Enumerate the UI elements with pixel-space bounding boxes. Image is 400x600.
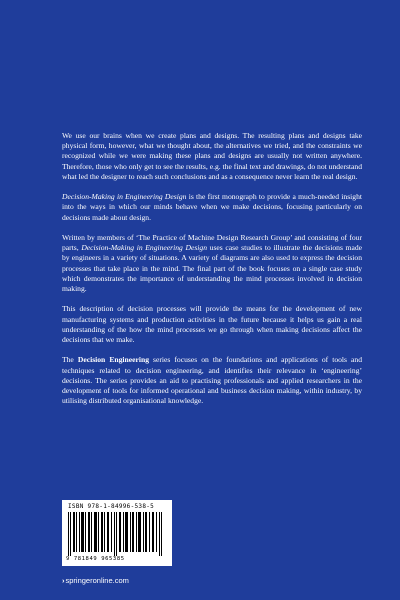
- blurb-paragraph-2: [62, 192, 362, 223]
- book-title: Decision-Making in Engineering Design: [62, 192, 187, 202]
- blurb-paragraph-3-text-b: uses case studies to illustrate the decisions made by engineers in a variety of situations. A variety of diagrams are also used to express the decision processes that take place in the mind. The final part of the book focuses on a single case study which demonstrates the importance of understanding the mind processes involved in decision making.: [62, 243, 363, 294]
- blurb-paragraph-1: We use our brains when we create plans and designs. The resulting plans and designs take physical form, however, what we thought about, the alternatives we tried, and the constraints we recognized while we were making these plans and designs are usually not written anywhere. Therefore, those who only get to see the results, e.g. the final text and drawings, do not understand what led the designer to reach such conclusions and as a consequence never learn the real design.: [62, 131, 362, 181]
- barcode-digits: 9 781849 965385: [66, 556, 125, 562]
- blurb-paragraph-3-text-a: Written by members of ‘The Practice of Machine Design Research Group’ and consisting of four parts,: [62, 233, 362, 253]
- book-title: Decision-Making in Engineering Design: [81, 243, 207, 253]
- blurb-paragraph-5-text-b: series focuses on the foundations and applications of tools and techniques related to decision engineering, and identifies their relevance in ‘engineering’ decisions. The series provides an aid to practising professionals and applied researchers in the development of tools for informed operational and business decision making, within industry, by utilising distributed organisational knowledge.: [62, 355, 362, 406]
- arrow-icon: ›: [62, 576, 65, 585]
- barcode-bars: [68, 512, 166, 556]
- isbn-barcode: [62, 500, 172, 566]
- blurb-paragraph-2-text: is the first monograph to provide a much-needed insight into the ways in which our minds behave when we make decisions, focusing particularly on decisions made about design.: [62, 192, 362, 222]
- series-name: Decision Engineering: [77, 355, 149, 365]
- back-cover-blurb: [62, 131, 362, 417]
- website-url[interactable]: springeronline.com: [65, 576, 129, 585]
- isbn-label: ISBN 978-1-84996-538-5: [68, 503, 155, 510]
- blurb-paragraph-4: This description of decision processes will provide the means for the development of new manufacturing systems and production activities in the future because it helps us gain a real understanding of the how the mind processes we go through when making decisions affect the decisions that we make.: [62, 304, 362, 345]
- publisher-website[interactable]: [62, 576, 129, 585]
- blurb-paragraph-5-text-a: The: [62, 355, 78, 365]
- blurb-paragraph-5: [62, 355, 362, 406]
- blurb-paragraph-3: [62, 233, 362, 294]
